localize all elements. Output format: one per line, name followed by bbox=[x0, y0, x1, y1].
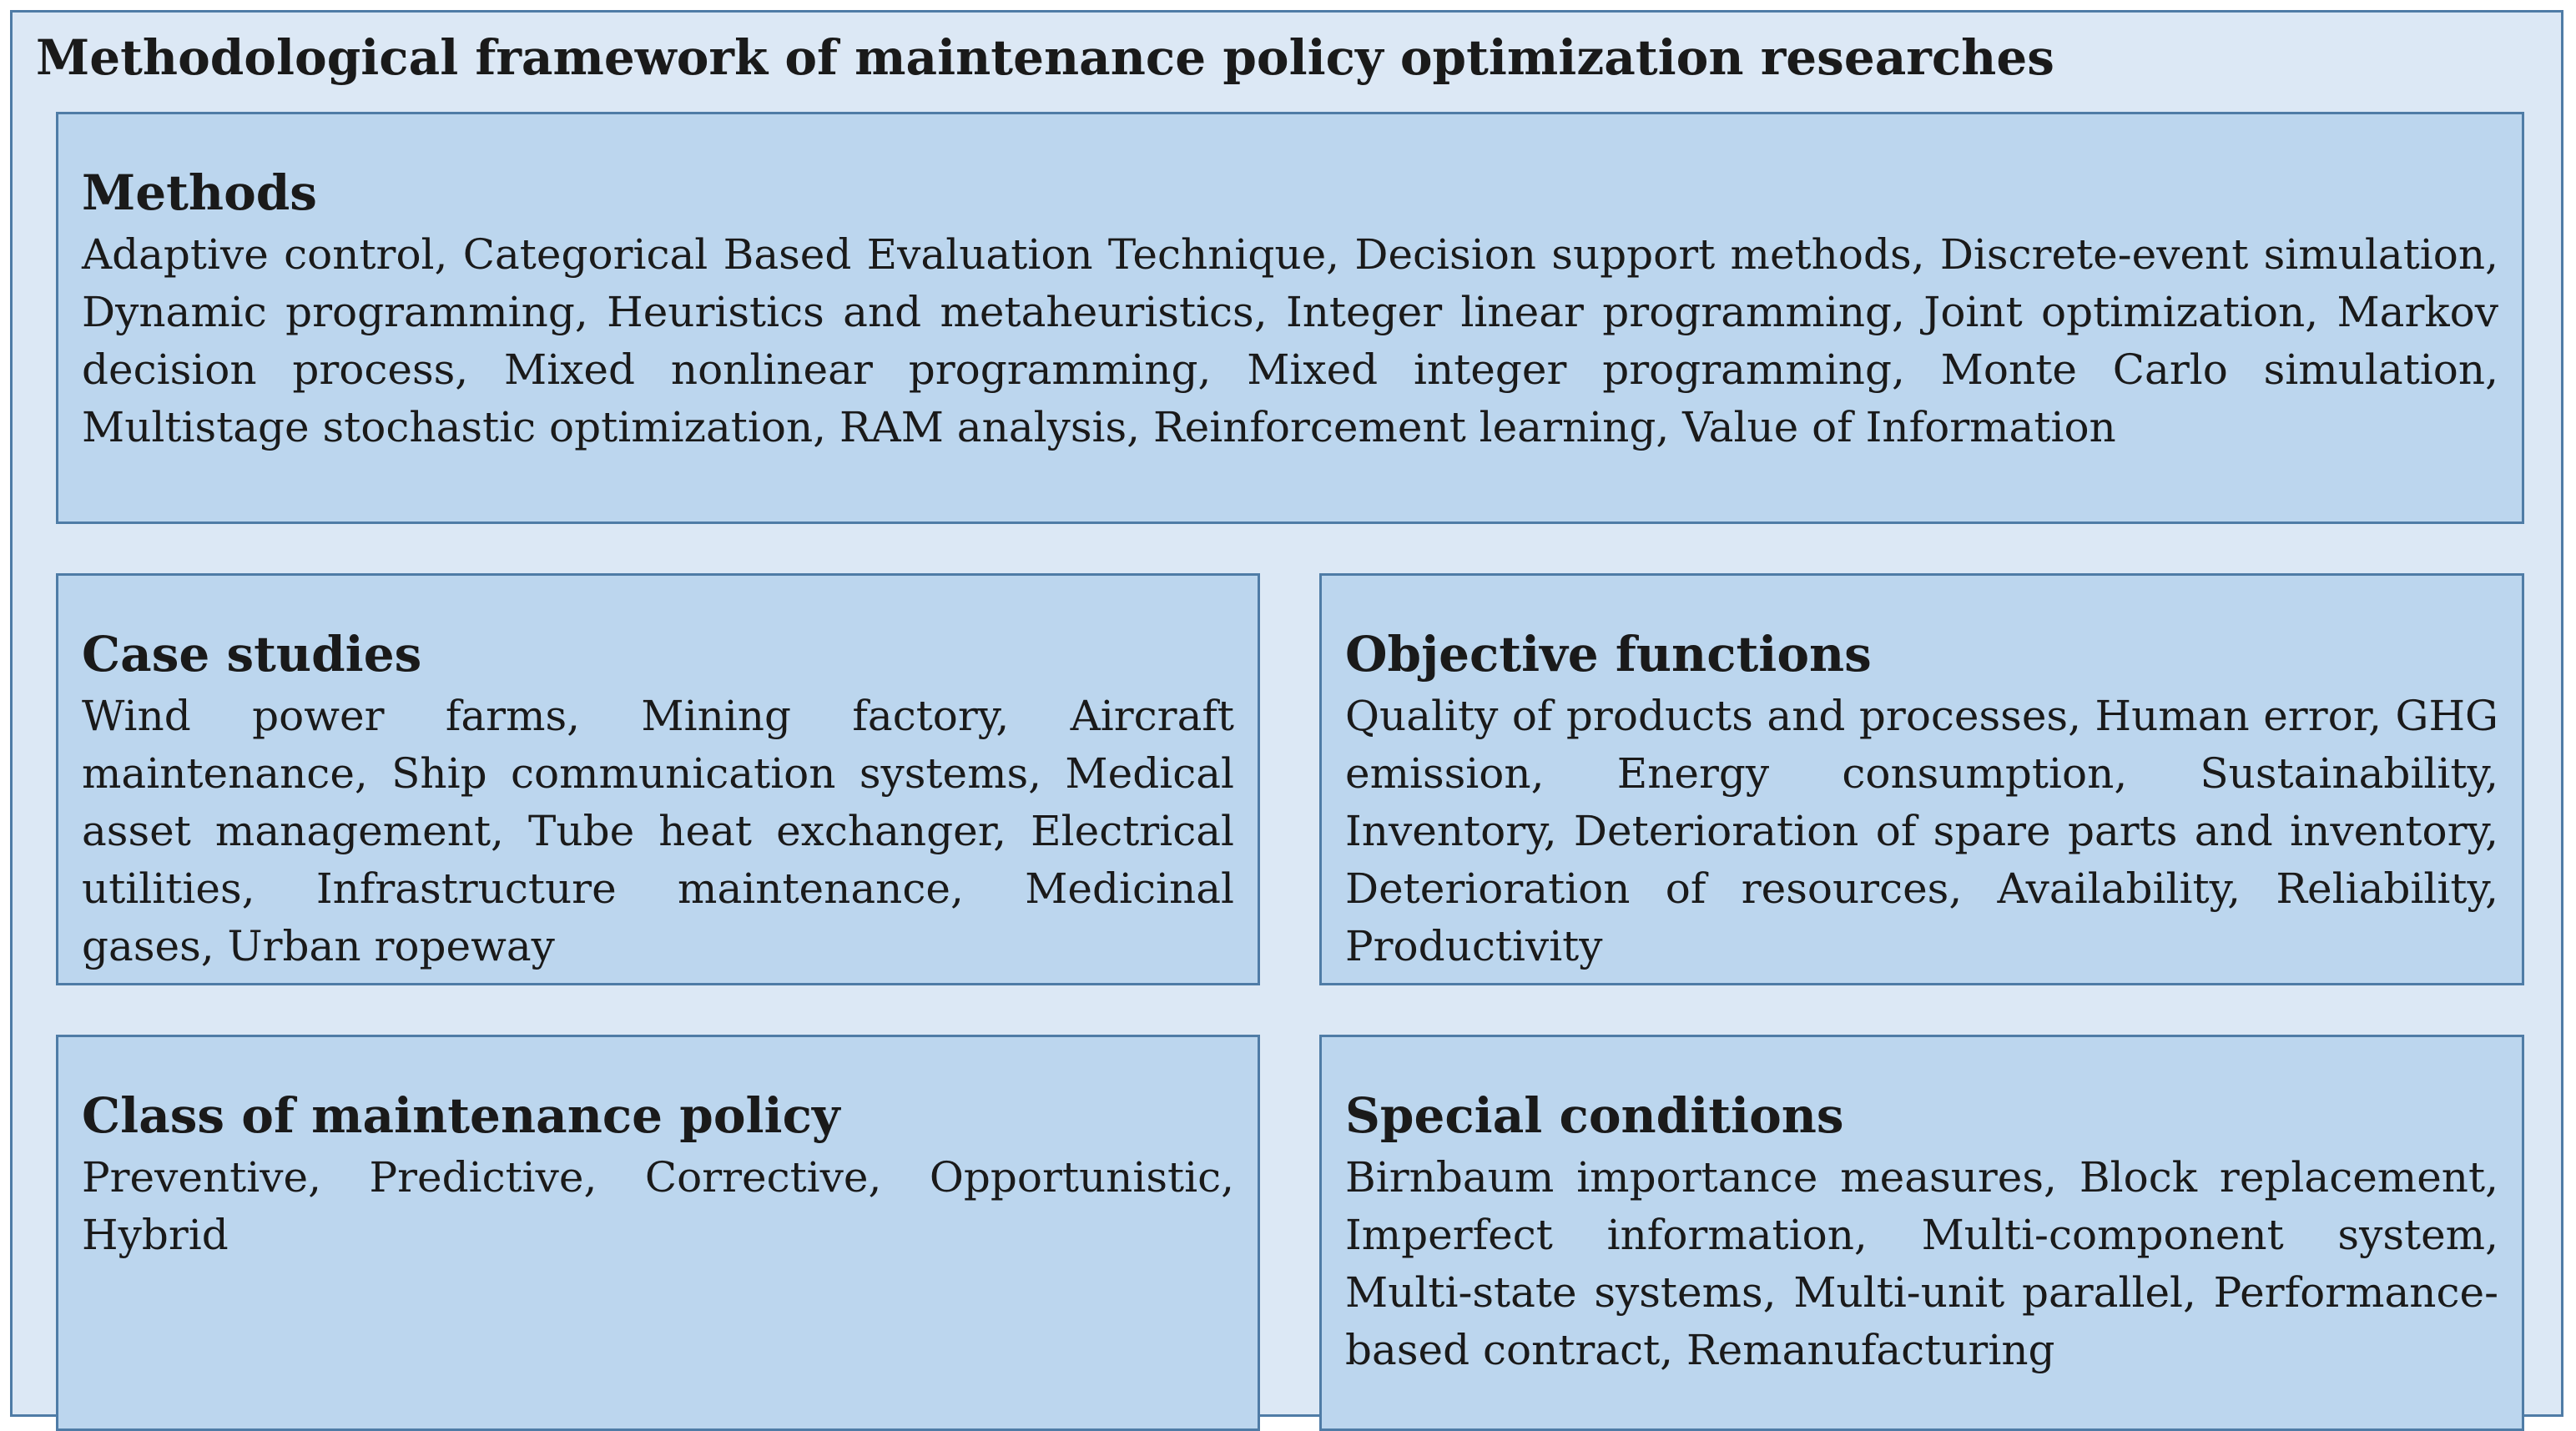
special-conditions-heading: Special conditions bbox=[1345, 1087, 1844, 1144]
methods-heading: Methods bbox=[82, 164, 317, 221]
class-of-policy-heading: Class of maintenance policy bbox=[82, 1087, 840, 1144]
case-studies-heading: Case studies bbox=[82, 626, 422, 683]
methods-text: Adaptive control, Categorical Based Evaluation Technique, Decision support methods, Discrete-event simulation, Dynamic programming, Heuristics and metaheuristics, Integer linear programming, Joint optimization, Markov decision process, Mixed nonlinear programming, Mixed integer programming, Monte Carlo simulation, Multistage stochastic optimization, RAM analysis, Reinforcement learning, Value of Information bbox=[82, 229, 2498, 451]
methods-panel bbox=[56, 112, 2524, 524]
special-conditions-panel bbox=[1319, 1035, 2524, 1431]
objective-functions-panel bbox=[1319, 573, 2524, 985]
class-of-policy-text: Preventive, Predictive, Corrective, Opportunistic, Hybrid bbox=[82, 1152, 1234, 1259]
framework-title: Methodological framework of maintenance policy optimization researches bbox=[36, 29, 2054, 86]
case-studies-text: Wind power farms, Mining factory, Aircraft maintenance, Ship communication systems, Medical asset management, Tube heat exchanger, Electrical utilities, Infrastructure maintenance, Medicinal gases, Urban ropeway bbox=[82, 691, 1234, 970]
case-studies-panel bbox=[56, 573, 1260, 985]
objective-functions-text: Quality of products and processes, Human error, GHG emission, Energy consumption, Sustainability, Inventory, Deterioration of spare parts and inventory, Deterioration of resources, Availability, Reliability, Productivity bbox=[1345, 691, 2498, 970]
class-of-policy-panel bbox=[56, 1035, 1260, 1431]
special-conditions-text: Birnbaum importance measures, Block replacement, Imperfect information, Multi-component system, Multi-state systems, Multi-unit parallel, Performance-based contract, Remanufacturing bbox=[1345, 1152, 2498, 1374]
framework-frame bbox=[10, 10, 2563, 1417]
objective-functions-heading: Objective functions bbox=[1345, 626, 1872, 683]
